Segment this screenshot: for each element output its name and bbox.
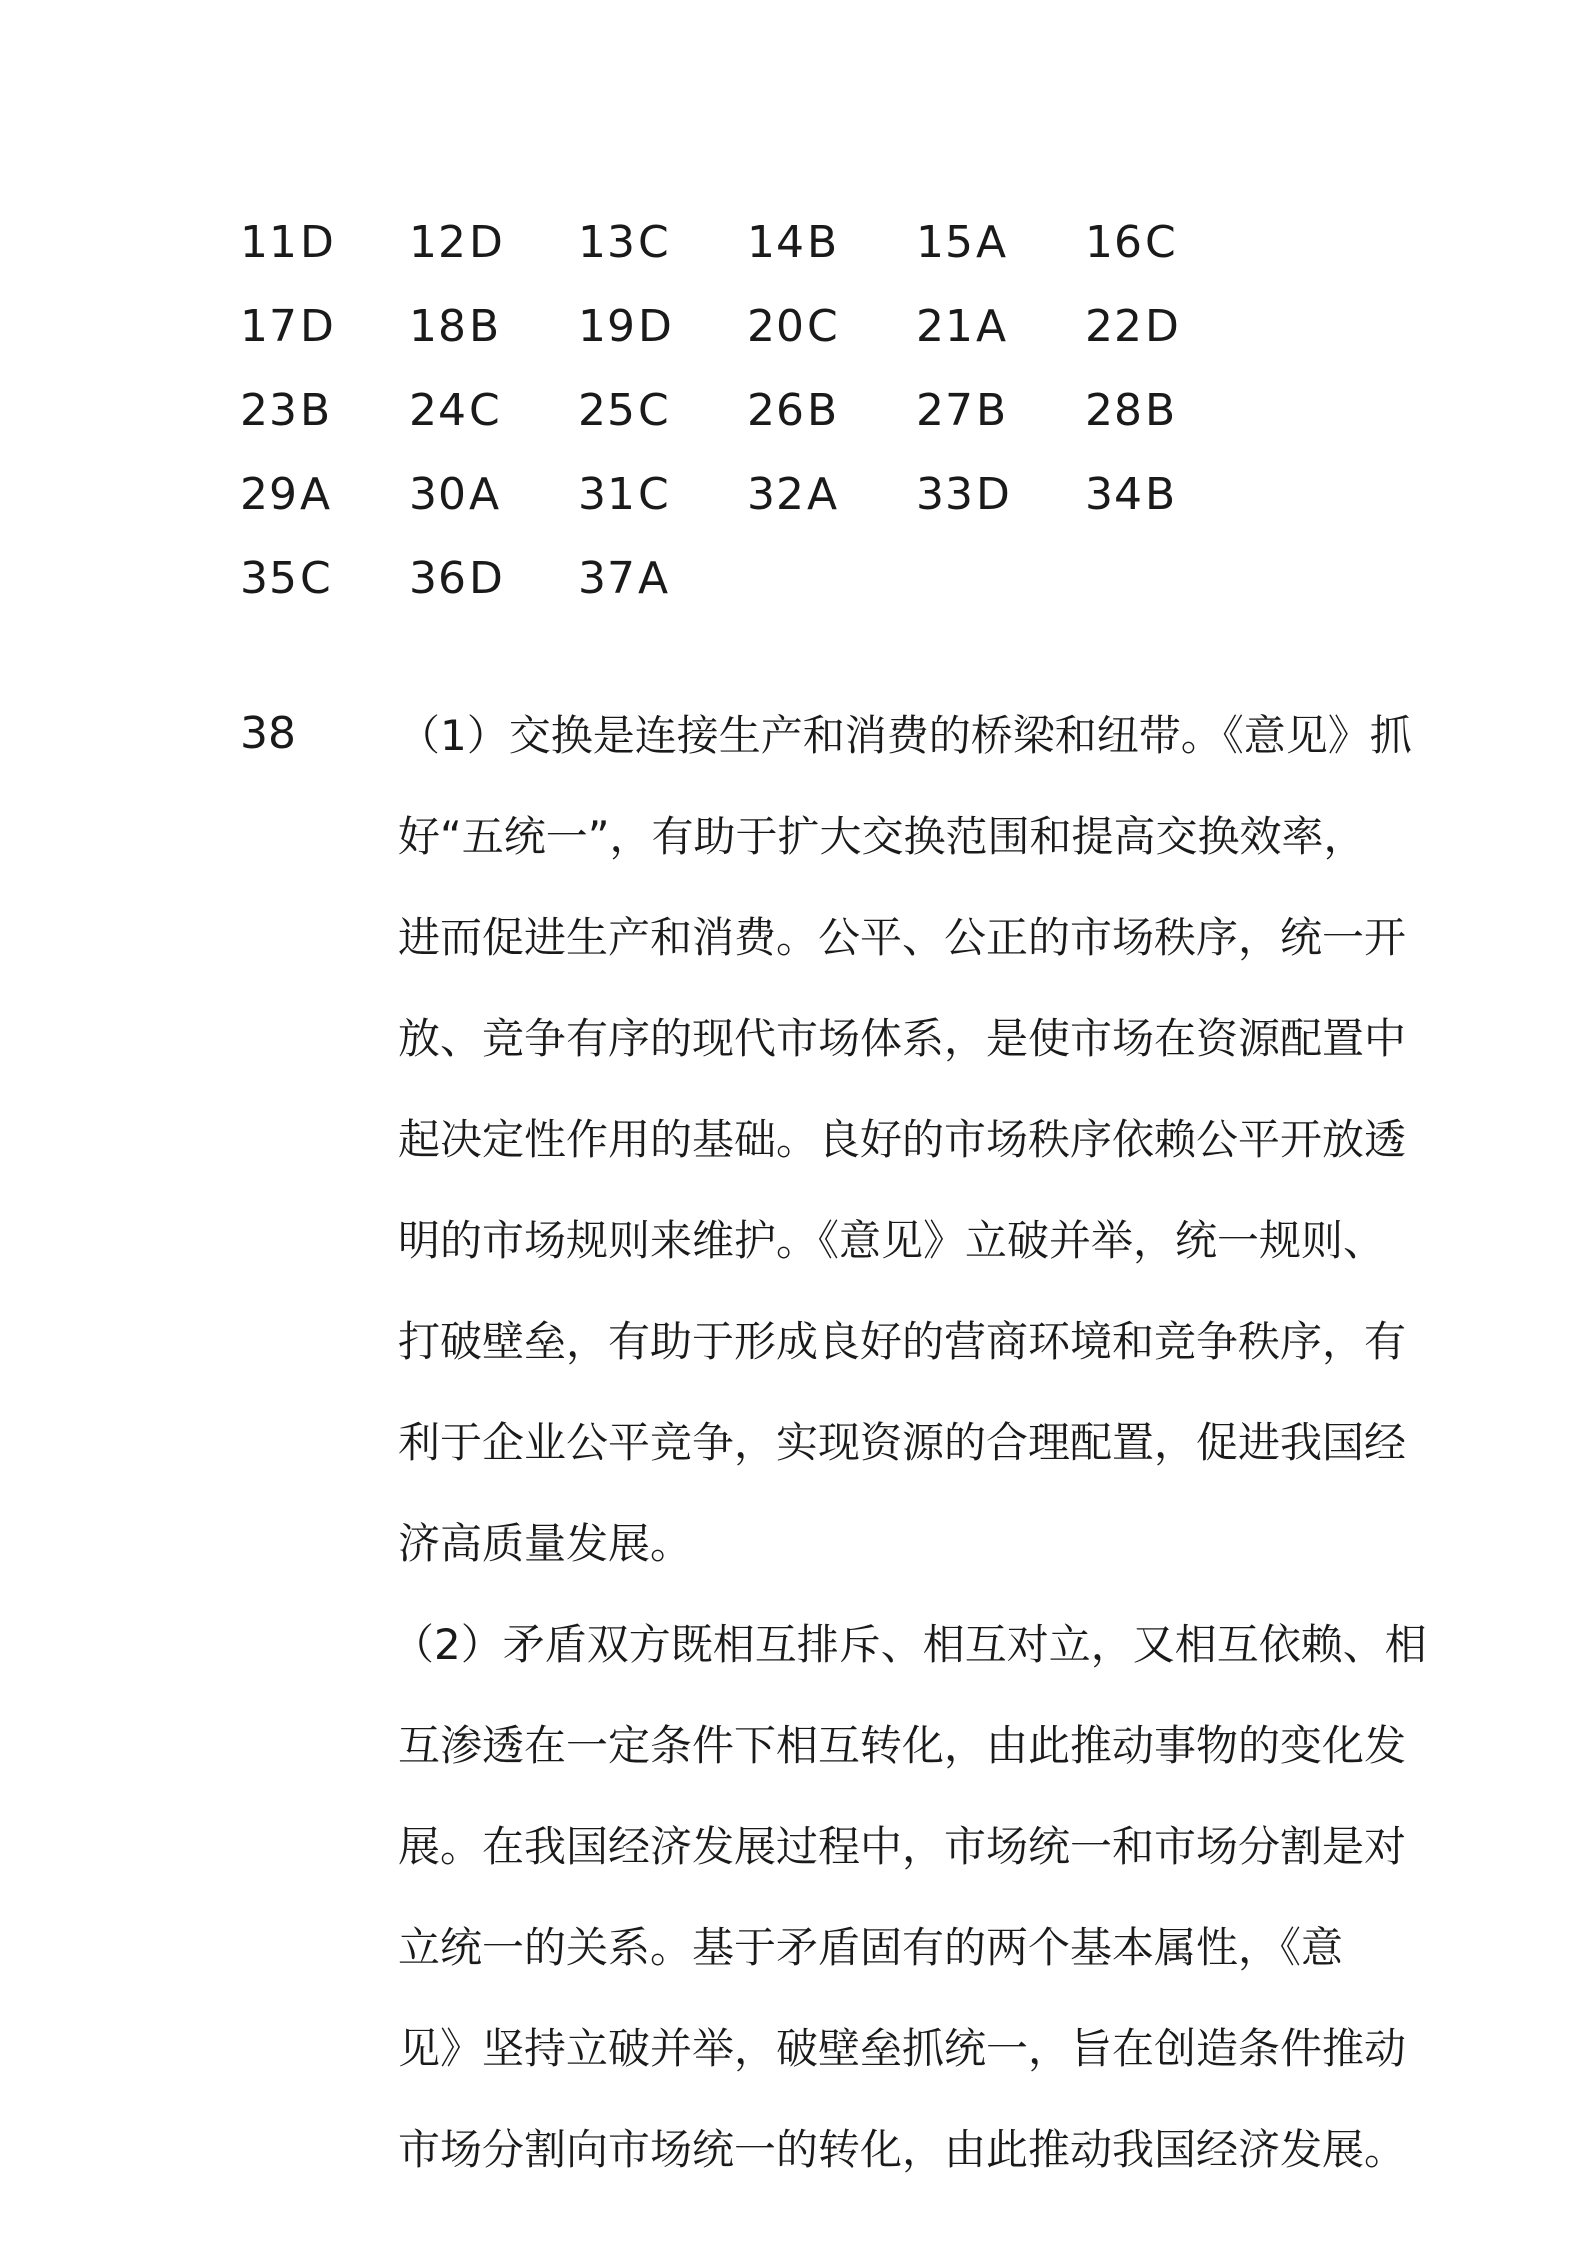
answer-item [409,553,578,604]
question-number: 32 [747,468,805,520]
answer-item [578,385,747,436]
answer-item [578,553,747,604]
answer-letter: B [469,300,501,352]
answer-letter: A [976,300,1008,352]
question-number: 19 [578,300,636,352]
answer-item [578,217,747,268]
question-number: 21 [916,300,974,352]
answer-line: 济高质量发展。 [398,1519,693,1568]
answer-line: （2）矛盾双方既相互排斥、相互对立，又相互依赖、相 [392,1620,1427,1669]
answer-item [409,301,578,352]
question-number: 18 [409,300,467,352]
answer-line: 进而促进生产和消费。公平、公正的市场秩序，统一开 [398,913,1407,962]
answer-line: 市场分割向市场统一的转化，由此推动我国经济发展。 [398,2125,1407,2174]
answer-letter: D [300,300,335,352]
answer-letter: C [638,384,670,436]
answer-row-1 [240,200,1340,284]
answer-letter: A [638,552,670,604]
question-number: 20 [747,300,805,352]
answer-item [747,217,916,268]
answer-letter: B [976,384,1008,436]
answer-row-3 [240,368,1340,452]
question-number: 28 [1085,384,1143,436]
question-38-answer [392,698,1478,2213]
answer-item [1085,301,1254,352]
answer-letter: A [807,468,839,520]
question-number: 23 [240,384,298,436]
answer-item [1085,469,1254,520]
answer-item [916,469,1085,520]
answer-line: 明的市场规则来维护。《意见》立破并举，统一规则、 [398,1216,1386,1265]
answer-line: 展。在我国经济发展过程中，市场统一和市场分割是对 [398,1822,1407,1871]
answer-letter: D [976,468,1011,520]
answer-letter: B [807,216,839,268]
answer-letter: C [469,384,501,436]
answer-line: 打破壁垒，有助于形成良好的营商环境和竞争秩序，有 [398,1317,1407,1366]
answer-row-5 [240,536,1340,620]
question-number: 37 [578,552,636,604]
answer-letter: D [469,216,504,268]
question-number: 16 [1085,216,1143,268]
answer-row-2 [240,284,1340,368]
question-number: 35 [240,552,298,604]
answer-line: （1）交换是连接生产和消费的桥梁和纽带。《意见》抓 [398,711,1412,760]
answer-letter: C [1145,216,1177,268]
answer-letter: A [300,468,332,520]
answer-line: 好“五统一”，有助于扩大交换范围和提高交换效率， [398,812,1366,861]
answer-item [747,385,916,436]
answer-letter: B [1145,384,1177,436]
answer-letter: A [976,216,1008,268]
answer-letter: D [469,552,504,604]
answer-letter: C [300,552,332,604]
answer-item [578,469,747,520]
question-number: 12 [409,216,467,268]
answer-letter: C [638,216,670,268]
answer-item [747,469,916,520]
answer-item [916,217,1085,268]
answer-line: 放、竞争有序的现代市场体系，是使市场在资源配置中 [398,1014,1407,1063]
answer-line: 利于企业公平竞争，实现资源的合理配置，促进我国经 [398,1418,1407,1467]
answer-item [240,385,409,436]
answer-letter: D [1145,300,1180,352]
question-38-number: 38 [240,708,296,759]
answer-letter: D [300,216,335,268]
answer-item [1085,385,1254,436]
question-number: 30 [409,468,467,520]
answer-line: 见》坚持立破并举，破壁垒抓统一，旨在创造条件推动 [398,2024,1407,2073]
answer-item [409,385,578,436]
question-number: 17 [240,300,298,352]
answer-item [409,469,578,520]
question-number: 22 [1085,300,1143,352]
answer-line: 互渗透在一定条件下相互转化，由此推动事物的变化发 [398,1721,1407,1770]
answer-item [916,301,1085,352]
answer-item [240,301,409,352]
question-number: 29 [240,468,298,520]
answer-letter: C [638,468,670,520]
question-number: 27 [916,384,974,436]
answer-letter: C [807,300,839,352]
question-number: 14 [747,216,805,268]
question-number: 15 [916,216,974,268]
answer-letter: A [469,468,501,520]
question-number: 13 [578,216,636,268]
answer-line: 起决定性作用的基础。良好的市场秩序依赖公平开放透 [398,1115,1407,1164]
answer-key-grid [240,200,1340,620]
answer-item [240,553,409,604]
answer-item [1085,217,1254,268]
answer-letter: B [807,384,839,436]
answer-item [240,469,409,520]
answer-letter: B [1145,468,1177,520]
question-number: 31 [578,468,636,520]
answer-item [578,301,747,352]
answer-line: 立统一的关系。基于矛盾固有的两个基本属性，《意 [398,1923,1344,1972]
answer-item [747,301,916,352]
question-number: 24 [409,384,467,436]
question-number: 11 [240,216,298,268]
question-number: 26 [747,384,805,436]
question-number: 34 [1085,468,1143,520]
question-number: 33 [916,468,974,520]
answer-item [409,217,578,268]
question-number: 25 [578,384,636,436]
answer-letter: B [300,384,332,436]
answer-item [916,385,1085,436]
question-number: 36 [409,552,467,604]
answer-letter: D [638,300,673,352]
answer-row-4 [240,452,1340,536]
answer-item [240,217,409,268]
